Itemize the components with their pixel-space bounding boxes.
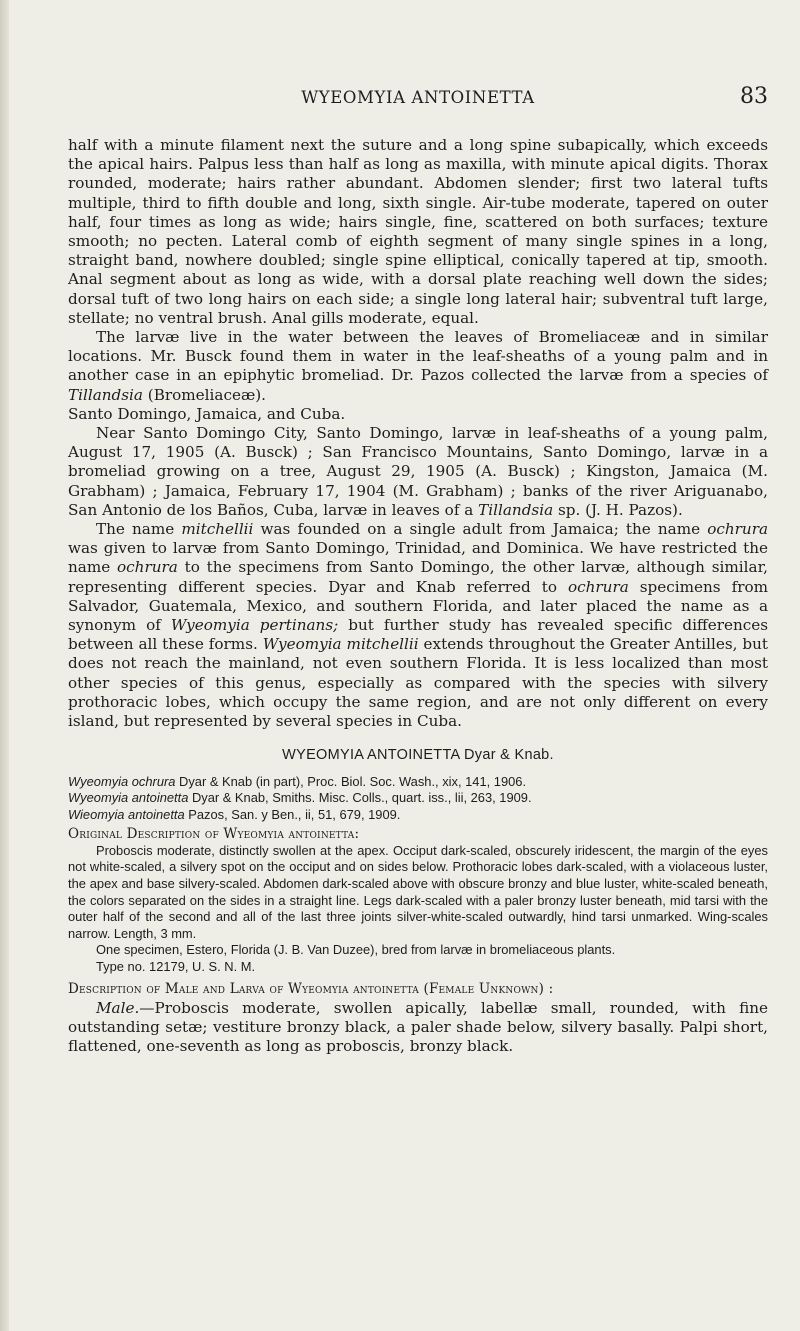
type-number: Type no. 12179, U. S. N. M. — [96, 959, 256, 975]
original-description-heading: Original Description of Wyeomyia antoinetta: — [68, 826, 360, 843]
larva-description-paragraph: half with a minute filament next the suture and a long spine subapically, which exceeds the apical hairs. Palpus less than half as long as maxilla, with minute apical digits. Thorax rounded, moderate; hairs rather abundant. Abdomen slender; first two lateral tufts multiple, third to fifth double and long, sixth single. Air-tube moderate, tapered on outer half, four times as long as wide; hairs single, fine, scattered on both surfaces; texture smooth; no pecten. Lateral comb of eighth segment of many single spines in a long, straight band, nowhere doubled; single spine elliptical, conically tapered at tip, smooth. Anal segment about as long as wide, with a dorsal plate reaching well down the sides; dorsal tuft of two long hairs on each side; a single long lateral hair; subventral tuft large, stellate; no ventral brush. Anal gills moderate, equal. — [68, 136, 768, 327]
taxonomy-text: but further study has revealed specific differences between all these forms. — [68, 616, 769, 654]
taxonomy-text: to the specimens from Santo Domingo, the other larvæ, although similar, representing different species. Dyar and Knab referred to — [68, 558, 768, 596]
species-name: Wyeomyia pertinans; — [170, 616, 339, 635]
citation-reference: Dyar & Knab (in part), Proc. Biol. Soc. Wash., xix, 141, 1906. — [175, 773, 527, 789]
page-number: 83 — [740, 84, 768, 109]
citation-reference: Pazos, San. y Ben., ii, 51, 679, 1909. — [184, 806, 401, 822]
species-name: mitchellii — [181, 520, 254, 539]
habitat-text-start: The larvæ live in the water between the leaves of Bromeliaceæ and in similar locations. Mr. Busck found them in water in the leaf-sheaths of a young palm and in another case in an epiphytic bromeliad. Dr. Pazos collected the larvæ from a species of — [68, 328, 768, 385]
citation — [68, 790, 768, 807]
genus-name: Tillandsia — [68, 385, 143, 404]
citation-species: Wieomyia antoinetta — [68, 806, 185, 822]
habitat-text-end: (Bromeliaceæ). — [142, 385, 266, 404]
species-name: ochrura — [707, 520, 769, 539]
citation-species: Wyeomyia antoinetta — [68, 790, 189, 806]
taxonomy-text: was given to larvæ from Santo Domingo, Trinidad, and Dominica. We have restricted the name — [68, 539, 768, 577]
body-text — [68, 136, 768, 1056]
page-binding-edge — [0, 0, 9, 1331]
specimen-note: One specimen, Estero, Florida (J. B. Van Duzee), bred from larvæ in bromeliaceous plants. — [96, 942, 616, 958]
habitat-paragraph — [68, 328, 768, 405]
citation-reference: Dyar & Knab, Smiths. Misc. Colls., quart. iss., lii, 263, 1909. — [188, 790, 532, 806]
localities-text-start: Near Santo Domingo City, Santo Domingo, larvæ in leaf-sheaths of a young palm, August 17, 1905 (A. Busck) ; San Francisco Mountains, Santo Domingo, larvæ in a bromeliad growing on a tree, August 29, 1905 (A. Busck) ; Kingston, Jamaica (M. Grabham) ; Jamaica, February 17, 1904 (M. Grabham) ; banks of the river Ariguanabo, San Antonio de los Baños, Cuba, larvæ in leaves of a — [68, 424, 768, 519]
taxonomy-text: was founded on a single adult from Jamaica; the name — [253, 520, 708, 539]
species-section — [68, 774, 768, 976]
taxonomy-text: specimens from Salvador, Guatemala, Mexico, and southern Florida, and later placed the name as a synonym of — [68, 577, 768, 635]
genus-name: Tillandsia — [478, 500, 554, 519]
male-description-paragraph — [68, 999, 768, 1057]
species-name: Wyeomyia mitchellii — [262, 635, 419, 654]
citation-species: Wyeomyia ochrura — [68, 773, 176, 789]
species-name: ochrura — [567, 577, 629, 596]
taxonomy-text: The name — [96, 520, 182, 539]
original-description-text: Proboscis moderate, distinctly swollen at the apex. Occiput dark-scaled, obscurely iridescent, the margin of the eyes not white-scaled, a silvery spot on the occiput and on sides below. Prothoracic lobes dark-scaled, with a violaceous luster, the apex and base silvery-scaled. Abdomen dark-scaled above with obscure bronzy and blue luster, white-scaled beneath, the colors separated on the sides in a straight line. Legs dark-scaled with a paler bronzy luster beneath, mid tarsi with the outer half of the second and all of the last three joints silver-white-scaled outwardly, hind tarsi unmarked. Wing-scales narrow. Length, 3 mm. — [68, 842, 768, 941]
distribution-paragraph: Santo Domingo, Jamaica, and Cuba. — [68, 404, 346, 423]
species-name: ochrura — [117, 558, 178, 577]
citation — [68, 774, 768, 791]
male-label: Male. — [96, 998, 140, 1017]
male-description-text: —Proboscis moderate, swollen apically, labellæ small, rounded, with fine outstanding setæ; vestiture bronzy black, a paler shade below, silvery basally. Palpi short, flattened, one-seventh as long as proboscis, bronzy black. — [68, 998, 768, 1056]
localities-paragraph — [68, 424, 768, 520]
male-larva-description-heading: Description of Male and Larva of Wyeomyia antoinetta (Female Unknown) : — [68, 980, 554, 997]
running-head — [68, 84, 768, 112]
species-heading: WYEOMYIA ANTOINETTA Dyar & Knab. — [282, 747, 554, 764]
taxonomy-paragraph — [68, 520, 768, 731]
running-title: WYEOMYIA ANTOINETTA — [301, 88, 535, 107]
citation — [68, 807, 768, 824]
localities-text-end: sp. (J. H. Pazos). — [553, 500, 683, 519]
taxonomy-text: extends throughout the Greater Antilles, but does not reach the mainland, not even southern Florida. It is less localized than most other species of this genus, especially as compared with the species with silvery prothoracic lobes, which occupy the same region, and are not only different on every island, but represented by several species in Cuba. — [68, 635, 768, 731]
